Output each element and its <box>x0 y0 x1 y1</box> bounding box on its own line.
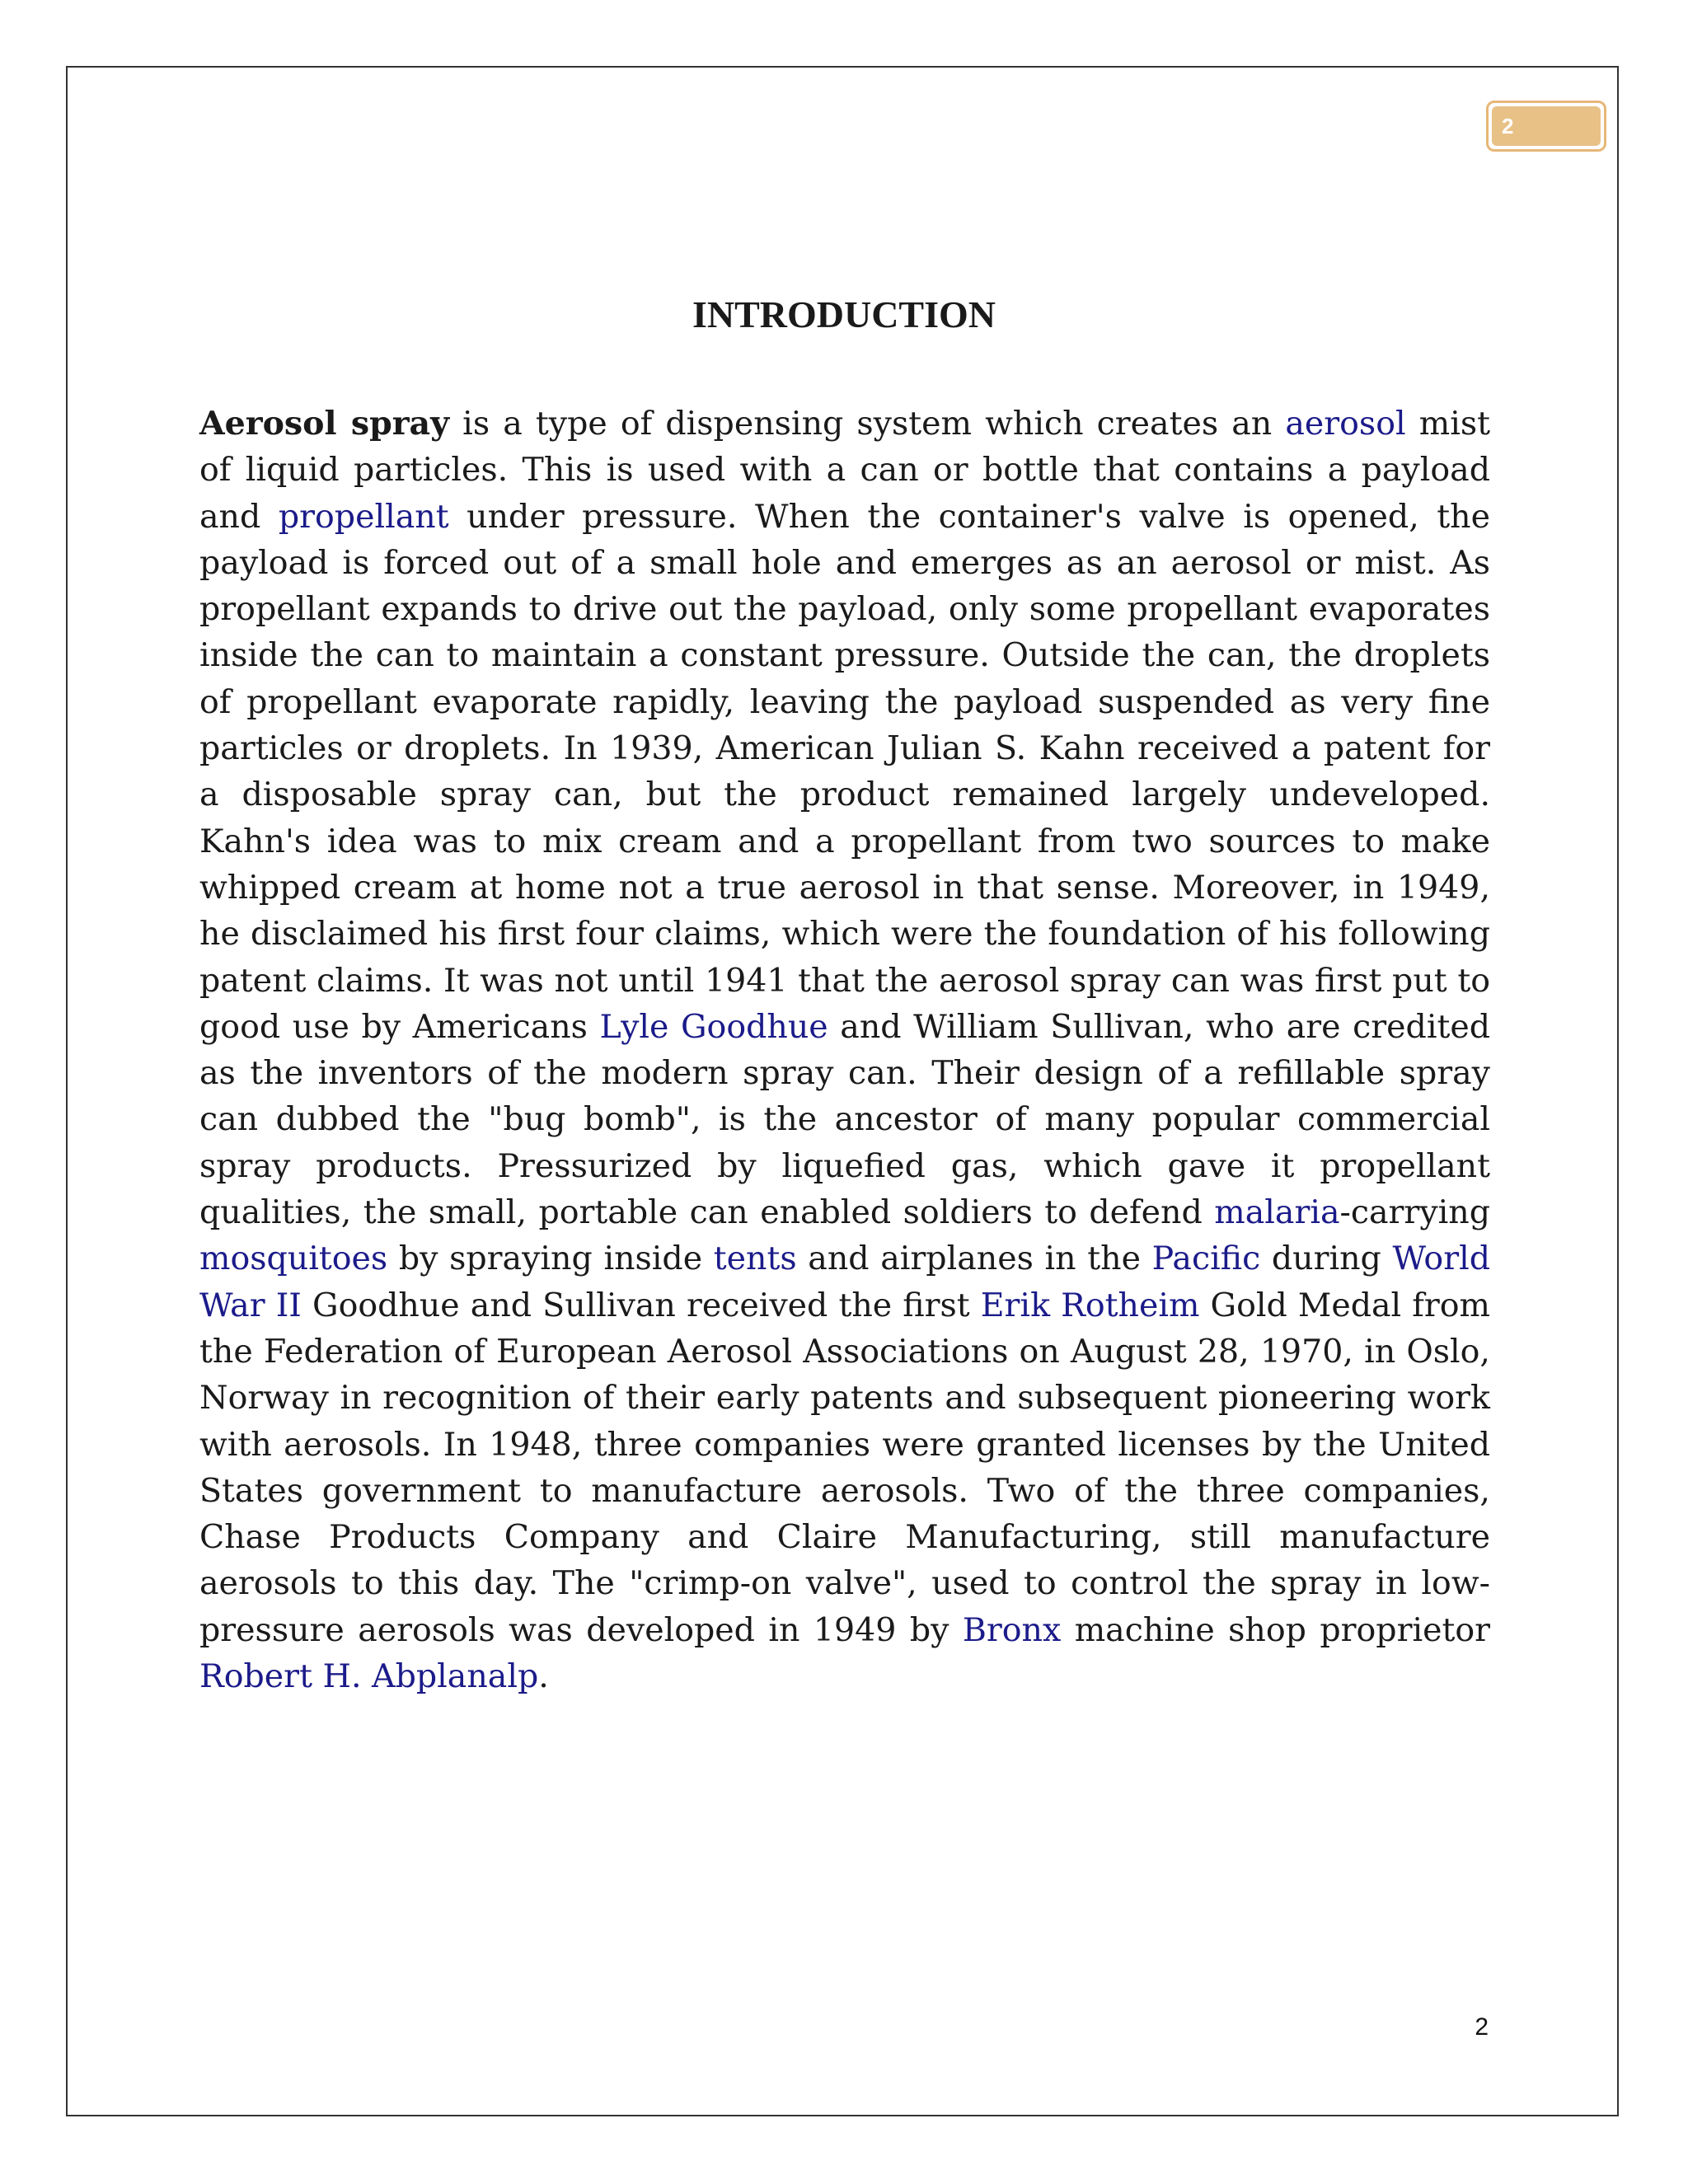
body-text-run: -carrying <box>1339 1193 1490 1232</box>
inline-link[interactable]: aerosol <box>1285 405 1406 443</box>
inline-link[interactable]: malaria <box>1214 1193 1340 1232</box>
inline-link[interactable]: Robert H. Abplanalp <box>199 1657 539 1696</box>
inline-link[interactable]: Erik Rotheim <box>980 1286 1200 1324</box>
body-text-run: Gold Medal from the Federation of European Aerosol Associations on August 28, 1970, in Oslo, Norway in recognition of their early patents and subsequent pioneering work with aerosols. In 1948, three companies were granted licenses by the United States government to manufacture aerosols. Two of the three companies, Chase Products Company and Claire Manufacturing, still manufacture aerosols to this day. The "crimp-on valve", used to control the spray in low-pressure aerosols was developed in 1949 by <box>199 1286 1491 1649</box>
section-title: INTRODUCTION <box>692 293 996 335</box>
body-text-run: Goodhue and Sullivan received the first <box>301 1286 981 1324</box>
inline-link[interactable]: propellant <box>278 497 449 536</box>
inline-link[interactable]: Bronx <box>962 1610 1062 1649</box>
inline-link[interactable]: Pacific <box>1151 1240 1261 1278</box>
body-text-run: is a type of dispensing system which creates an <box>449 405 1286 443</box>
body-text-run: mist of liquid particles. This is used with a can or bottle that contains a payload and <box>199 405 1490 536</box>
inline-link[interactable]: tents <box>713 1240 797 1278</box>
body-text-run: during <box>1260 1240 1393 1278</box>
footer-page-number: 2 <box>1475 2013 1489 2041</box>
body-text-run: . <box>538 1657 549 1696</box>
body-paragraph <box>199 401 1490 1699</box>
lead-term: Aerosol spray <box>199 405 450 443</box>
body-text-run: by spraying inside <box>387 1240 714 1278</box>
page-number-badge-label: 2 <box>1492 106 1601 146</box>
inline-link[interactable]: World War II <box>199 1240 1491 1324</box>
body-text-run: machine shop proprietor <box>1061 1610 1490 1649</box>
body-text-run: and airplanes in the <box>796 1240 1152 1278</box>
inline-link[interactable]: mosquitoes <box>199 1240 388 1278</box>
body-text-run: and William Sullivan, who are credited as the inventors of the modern spray can. Their design of a refillable spray can dubbed the "bug bomb", is the ancestor of many popular commercial spray products. Pressurized by liquefied gas, which gave it propellant qualities, the small, portable can enabled soldiers to defend <box>199 1007 1490 1232</box>
page-number-badge <box>1486 101 1606 152</box>
body-text-run: under pressure. When the container's valve is opened, the payload is forced out of a small hole and emerges as an aerosol or mist. As propellant expands to drive out the payload, only some propellant evaporates inside the can to maintain a constant pressure. Outside the can, the droplets of propellant evaporate rapidly, leaving the payload suspended as very fine particles or droplets. In 1939, American Julian S. Kahn received a patent for a disposable spray can, but the product remained largely undeveloped. Kahn's idea was to mix cream and a propellant from two sources to make whipped cream at home not a true aerosol in that sense. Moreover, in 1949, he disclaimed his first four claims, which were the foundation of his following patent claims. It was not until 1941 that the aerosol spray can was first put to good use by Americans <box>199 497 1490 1046</box>
inline-link[interactable]: Lyle Goodhue <box>599 1007 828 1046</box>
